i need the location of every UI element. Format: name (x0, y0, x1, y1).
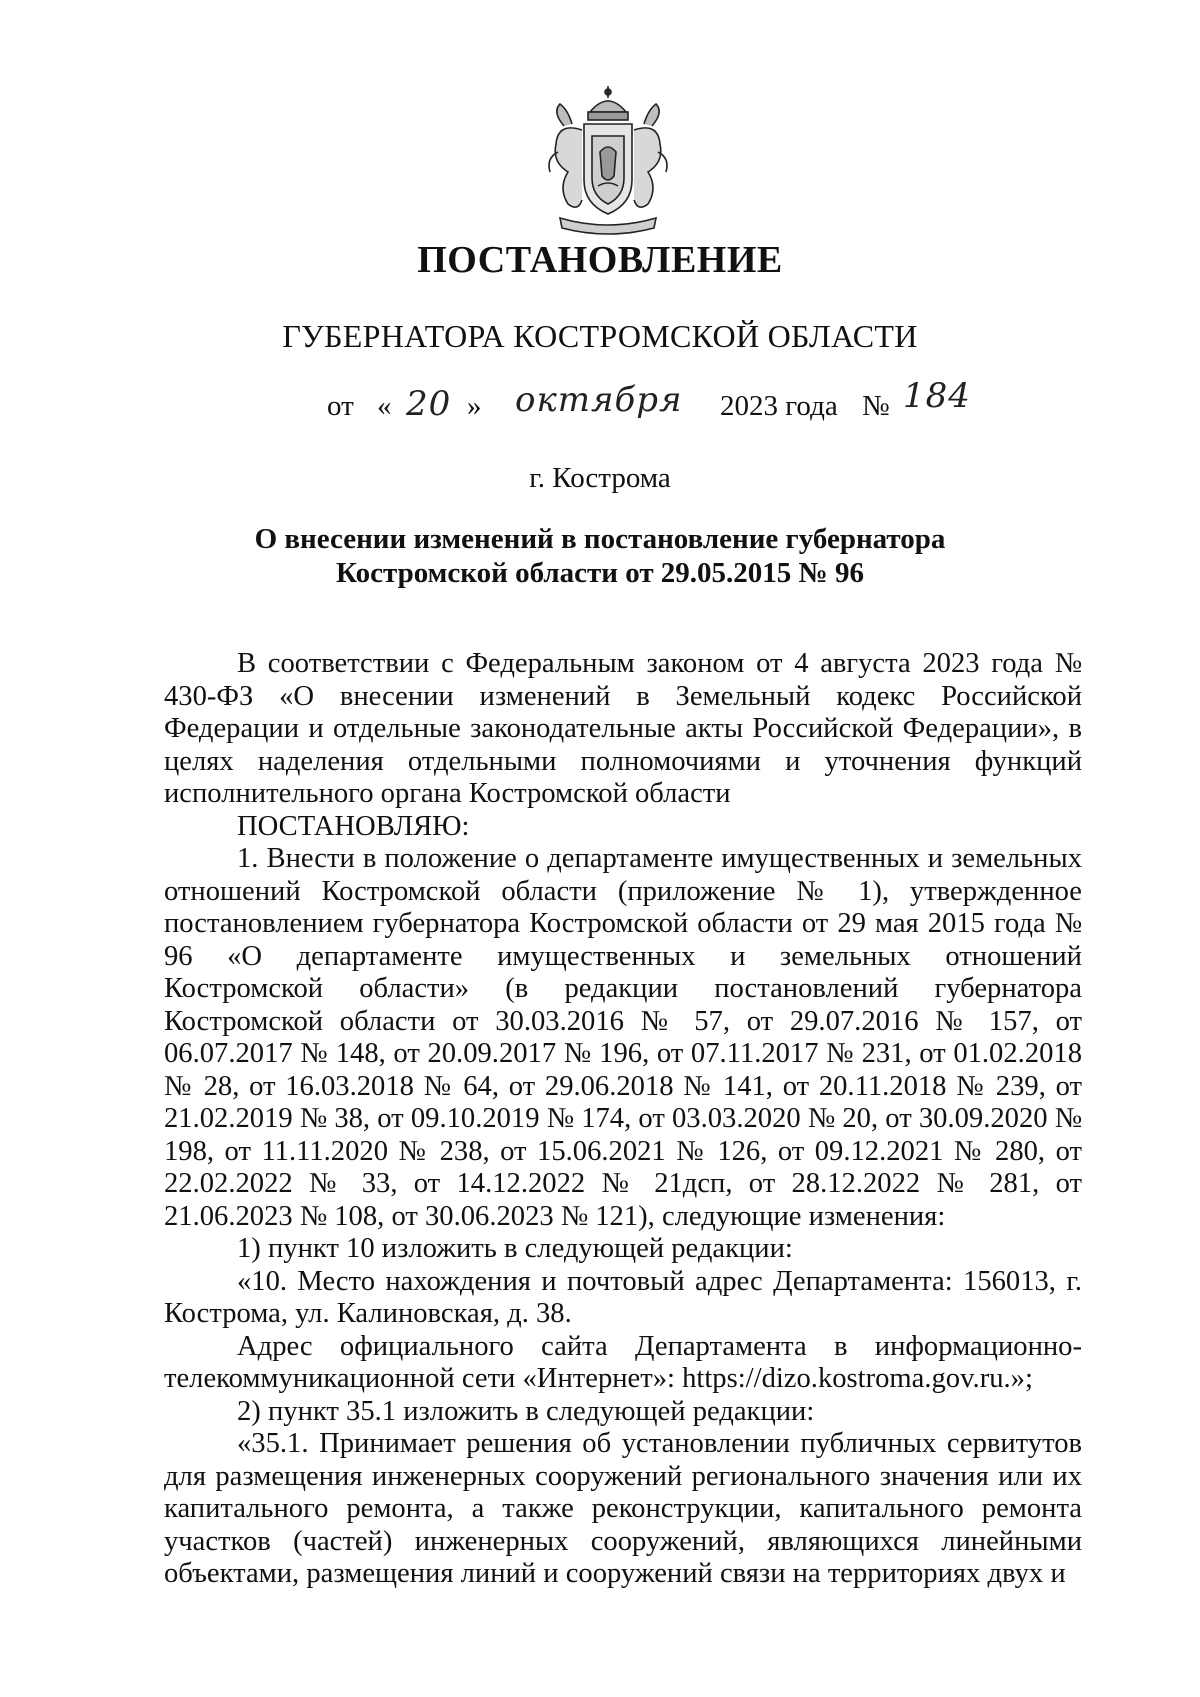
document-body (164, 648, 1082, 1591)
coat-of-arms-emblem (538, 82, 678, 240)
heading-line-1: О внесении изменений в постановление губернатора (254, 523, 946, 555)
issuer-line: ГУБЕРНАТОРА КОСТРОМСКОЙ ОБЛАСТИ (282, 318, 918, 354)
preamble-paragraph: В соответствии с Федеральным законом от 4 августа 2023 года № 430-ФЗ «О внесении изменений в Земельный кодекс Российской Федерации и отдельные законодательные акты Российской Федерации», в целях наделения отдельными полномочиями и уточнения функций исполнительного органа Костромской области (164, 648, 1082, 809)
heading-line-2: Костромской области от 29.05.2015 № 96 (336, 557, 864, 589)
document-number-handwritten: 184 (903, 376, 971, 416)
date-quote-close: » (467, 390, 482, 422)
date-month-handwritten: октября (515, 380, 683, 420)
document-heading (0, 522, 1200, 590)
date-prefix: от (327, 390, 354, 422)
subitem-2-paragraph: 2) пункт 35.1 изложить в следующей редакции: (237, 1395, 815, 1427)
item-1-paragraph: 1. Внести в положение о департаменте имущественных и земельных отношений Костромской области (приложение № 1), утвержденное постановлением губернатора Костромской области от 29 мая 2015 года № 96 «О департаменте имущественных и земельных отношений Костромской области» (в редакции постановлений губернатора Костромской области от 30.03.2016 № 57, от 29.07.2016 № 157, от 06.07.2017 № 148, от 20.09.2017 № 196, от 07.11.2017 № 231, от 01.02.2018 № 28, от 16.03.2018 № 64, от 29.06.2018 № 141, от 20.11.2018 № 239, от 21.02.2019 № 38, от 09.10.2019 № 174, от 03.03.2020 № 20, от 30.09.2020 № 198, от 11.11.2020 № 238, от 15.06.2021 № 126, от 09.12.2021 № 280, от 22.02.2022 № 33, от 14.12.2022 № 21дсп, от 28.12.2022 № 281, от 21.06.2023 № 108, от 30.06.2023 № 121), следующие изменения: (164, 843, 1082, 1232)
document-title: ПОСТАНОВЛЕНИЕ (417, 239, 783, 281)
website-address-paragraph: Адрес официального сайта Департамента в информационно-телекоммуникационной сети «Интернет»: https://dizo.kostroma.gov.ru.»; (164, 1330, 1082, 1394)
date-quote-open: « (377, 390, 392, 422)
date-year: 2023 года (720, 390, 838, 422)
number-sign: № (862, 390, 890, 422)
date-day-handwritten: 20 (406, 384, 452, 424)
subitem-1-paragraph: 1) пункт 10 изложить в следующей редакции: (237, 1233, 793, 1264)
quote-item-10-paragraph: «10. Место нахождения и почтовый адрес Департамента: 156013, г. Кострома, ул. Калиновская, д. 38. (164, 1265, 1082, 1329)
city-line: г. Кострома (529, 462, 671, 494)
quote-item-35-1-paragraph: «35.1. Принимает решения об установлении публичных сервитутов для размещения инженерных сооружений регионального значения или их капитального ремонта, а также реконструкции, капитального ремонта участков (частей) инженерных сооружений, являющихся линейными объектами, размещения линий и сооружений связи на территориях двух и (164, 1428, 1082, 1589)
decree-word: ПОСТАНОВЛЯЮ: (237, 810, 470, 842)
